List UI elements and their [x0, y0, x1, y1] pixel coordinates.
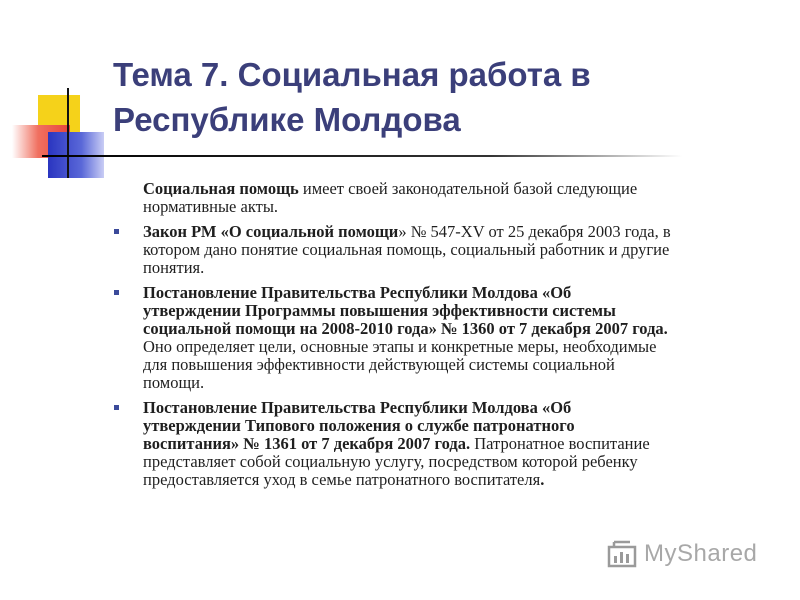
bullet-icon [114, 405, 119, 410]
item-bold: Постановление Правительства Республики Молдова «Об утверждении Типового положения о службе патронатного воспитания» № 1361 от 7 декабря 2007 года. [143, 398, 575, 453]
slide-title-line-1: Тема 7. Социальная работа в [113, 56, 591, 93]
item-text: Оно определяет цели, основные этапы и конкретные меры, необходимые для повышения эффективности действующей системы социальной помощи. [143, 337, 657, 392]
item-bold: Постановление Правительства Республики Молдова «Об утверждении Программы повышения эффективности системы социальной помощи на 2008-2010 года» № 1360 от 7 декабря 2007 года. [143, 283, 668, 338]
intro-paragraph [143, 180, 673, 216]
item-text: » № 547-XV от 25 декабря 2003 года, в котором дано понятие социальная помощь, социальный работник и другие понятия. [143, 222, 671, 277]
myshared-logo-icon [606, 538, 638, 570]
item-bold-end: . [540, 470, 545, 489]
watermark-text: MyShared [644, 540, 758, 567]
list-item [143, 284, 673, 392]
decor-vertical-line [67, 88, 69, 178]
item-bold: Закон РМ «О социальной помощи [143, 222, 399, 241]
slide-title-line-2: Республике Молдова [113, 101, 461, 138]
slide-body [113, 180, 673, 496]
intro-bold: Социальная помощь [143, 179, 299, 198]
list-item [143, 223, 673, 277]
list-item [143, 399, 673, 489]
slide-title [113, 52, 753, 142]
bullet-icon [114, 290, 119, 295]
item-text: Патронатное воспитание представляет собой социальную услугу, посредством которой ребенку предоставляется уход в семье патронатного воспитателя [143, 434, 650, 489]
intro-text: имеет своей законодательной базой следующие нормативные акты. [143, 179, 638, 216]
title-underline [42, 155, 682, 157]
watermark [606, 536, 757, 572]
bullet-icon [114, 229, 119, 234]
